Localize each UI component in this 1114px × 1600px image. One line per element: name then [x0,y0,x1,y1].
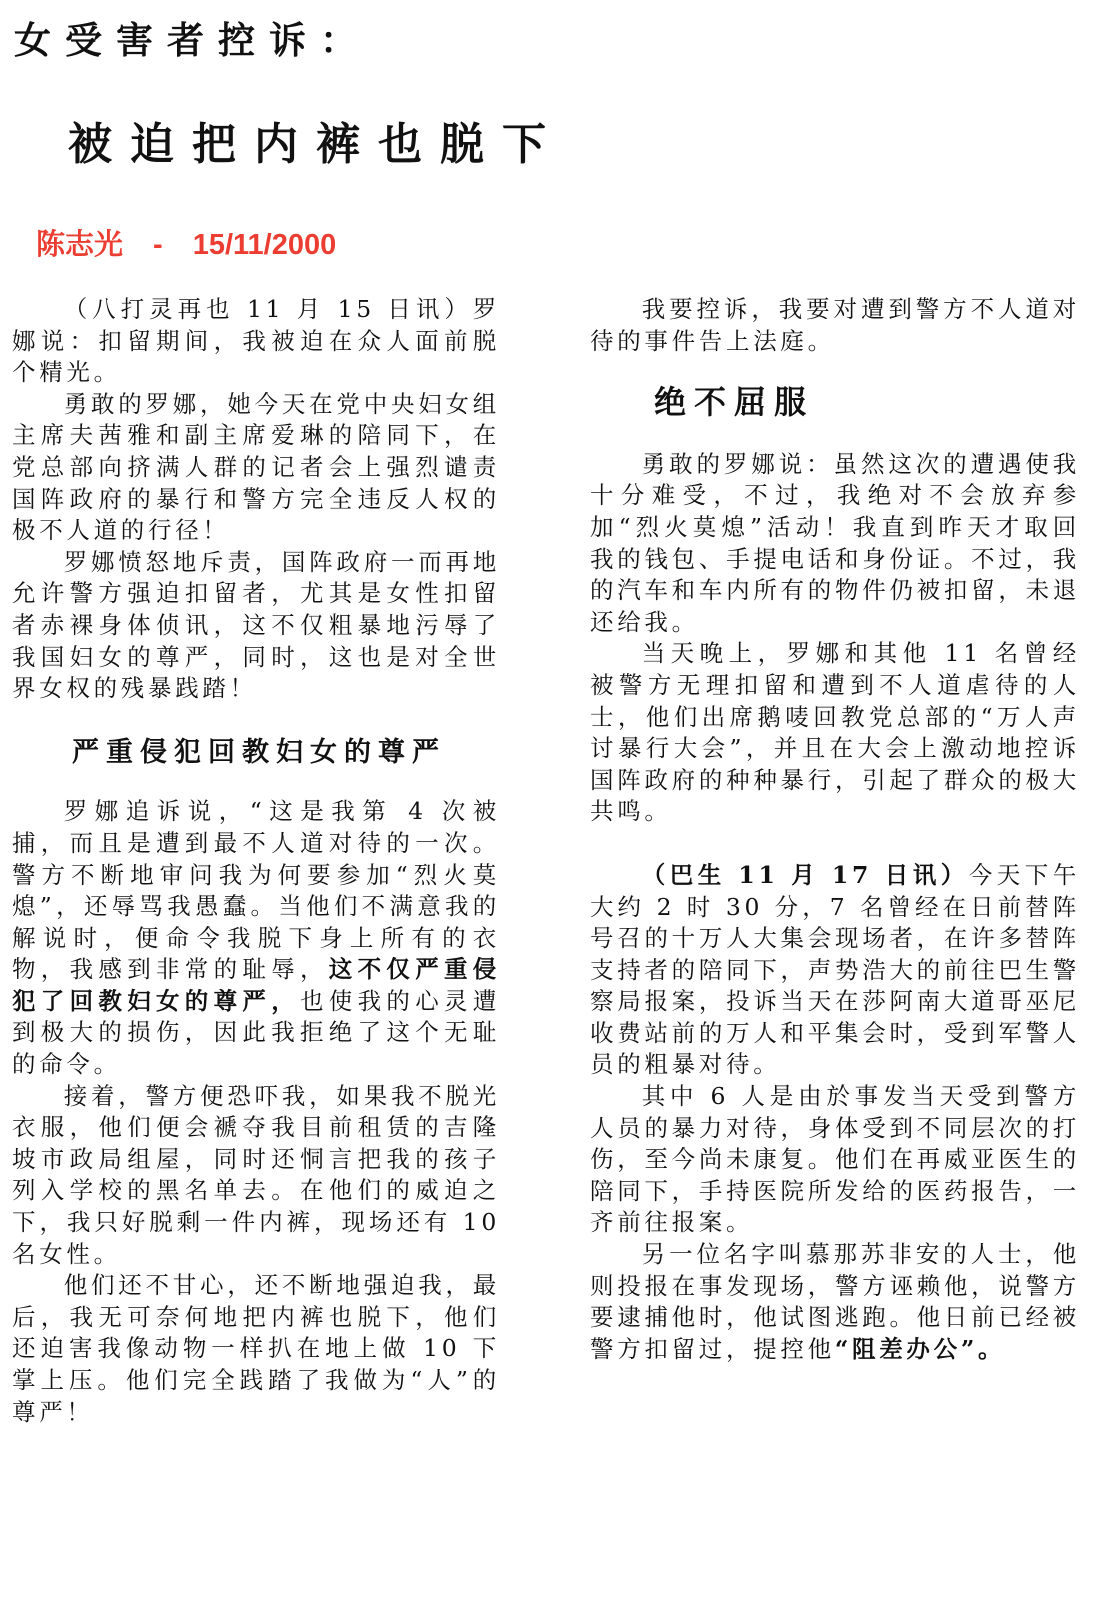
author-name: 陈志光 [36,229,124,261]
paragraph: 接着，警方便恐吓我，如果我不脱光衣服，他们便会褫夺我目前租赁的吉隆坡市政局组屋，同时还恫言把我的孩子列入学校的黑名单去。在他们的威迫之下，我只好脱剩一件内裤，现场还有 10 名女性。 [12,1081,500,1268]
emphasis-text: “阻差办公”。 [834,1334,1006,1363]
paragraph [590,860,1080,1081]
article-column-left [12,294,500,1428]
paragraph-text: 另一位名字叫慕那苏非安的人士，他则投报在事发现场，警方诬赖他，说警方要逮捕他时，他试图逃跑。他日前已经被警方扣留过，提控他 [590,1240,1080,1363]
subheading: 严重侵犯回教妇女的尊严 [72,736,446,768]
paragraph: 他们还不甘心，还不断地强迫我，最后，我无可奈何地把内裤也脱下，他们还迫害我像动物一样扒在地上做 10 下掌上压。他们完全践踏了我做为“人”的尊严！ [12,1271,500,1426]
paragraph-text: 罗娜追诉说，“这是我第 4 次被捕，而且是遭到最不人道对待的一次。警方不断地审问我为何要参加“烈火莫熄”，还辱骂我愚蠢。当他们不满意我的解说时，便命令我脱下身上所有的衣物，我感到非常的耻辱， [12,797,500,984]
paragraph: 当天晚上，罗娜和其他 11 名曾经被警方无理扣留和遭到不人道虐待的人士，他们出席鹅唛回教党总部的“万人声讨暴行大会”，并且在大会上激动地控诉国阵政府的种种暴行，引起了群众的极大共鸣。 [590,639,1080,826]
paragraph: 罗娜愤怒地斥责，国阵政府一而再地允许警方强迫扣留者，尤其是女性扣留者赤裸身体侦讯，这不仅粗暴地污辱了我国妇女的尊严，同时，这也是对全世界女权的残暴践踏！ [12,547,500,703]
paragraph-text: 也使我的心灵遭到极大的损伤，因此我拒绝了这个无耻的命令。 [12,986,500,1079]
paragraph: 其中 6 人是由於事发当天受到警方人员的暴力对待，身体受到不同层次的打伤，至今尚未康复。他们在再威亚医生的陪同下，手持医院所发给的医药报告，一齐前往报案。 [590,1082,1080,1237]
subheading: 绝不屈服 [654,383,815,422]
emphasis-text: 这不仅严重侵犯了回教妇女的尊严， [12,955,500,1015]
dateline: （巴生 11 月 17 日讯） [641,860,969,889]
paragraph: 勇敢的罗娜说：虽然这次的遭遇使我十分难受，不过，我绝对不会放弃参加“烈火莫熄”活动！我直到昨天才取回我的钱包、手提电话和身份证。不过，我的汽车和车内所有的物件仍被扣留，未退还给我。 [590,449,1080,636]
byline-separator: - [153,229,163,261]
paragraph: 我要控诉，我要对遭到警方不人道对待的事件告上法庭。 [590,295,1080,355]
article-column-right [590,294,1080,1365]
headline: 被迫把内裤也脱下 [68,119,564,170]
paragraph-gap [590,828,1080,860]
kicker-title: 女受害者控诉： [14,19,371,62]
byline [36,222,336,263]
paragraph [590,1239,1080,1365]
paragraph [12,796,500,1080]
paragraph: 勇敢的罗娜，她今天在党中央妇女组主席夫茜雅和副主席爱琳的陪同下，在党总部向挤满人群的记者会上强烈谴责国阵政府的暴行和警方完全违反人权的极不人道的行径！ [12,389,500,545]
paragraph-text: 今天下午大约 2 时 30 分，7 名曾经在日前替阵号召的十万人大集会现场者，在许多替阵支持者的陪同下，声势浩大的前往巴生警察局报案，投诉当天在莎阿南大道哥巫尼收费站前的万人和平集会时，受到军警人员的粗暴对待。 [590,860,1080,1079]
publish-date: 15/11/2000 [192,229,337,261]
paragraph: （八打灵再也 11 月 15 日讯）罗娜说：扣留期间，我被迫在众人面前脱个精光。 [12,295,500,387]
